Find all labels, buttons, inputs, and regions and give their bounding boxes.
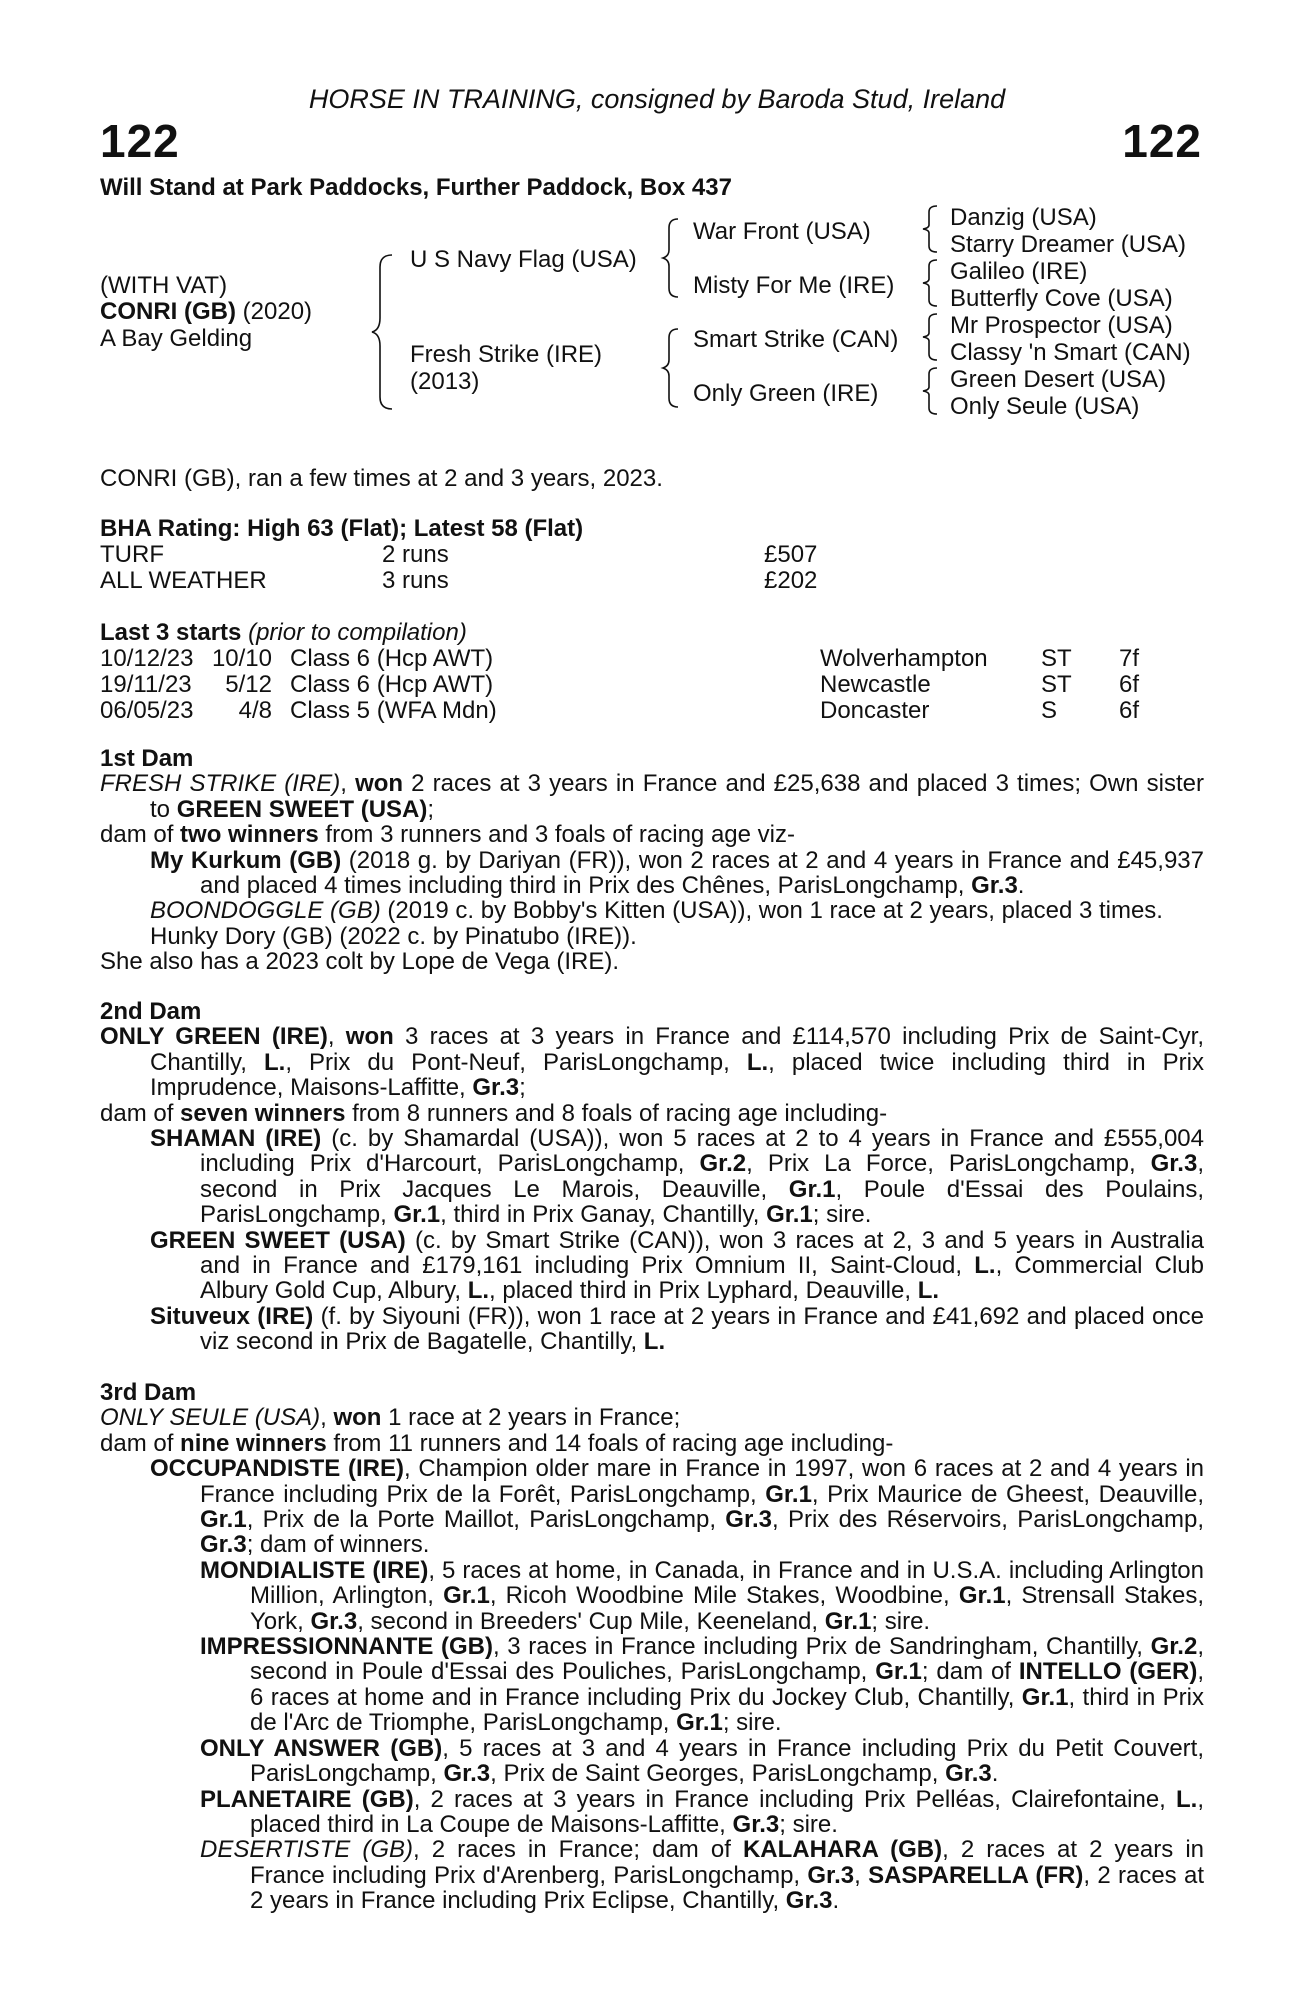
dam-parents-brace — [660, 326, 684, 410]
text-run: Gr.3 — [945, 1760, 992, 1788]
produce-entry — [100, 1304, 1204, 1355]
text-run: from 11 runners and 14 foals of racing age including- — [326, 1429, 894, 1457]
text-run: , — [854, 1861, 869, 1889]
text-run: , 5 races at home, in Canada, in France and in U.S.A. including Arlington Million, Arlington, — [250, 1556, 1204, 1610]
lot-number-left: 122 — [100, 115, 180, 167]
text-run: Gr.3 — [785, 1887, 833, 1915]
start-date: 06/05/23 — [100, 697, 194, 724]
first-dam-produce-summary — [100, 822, 1204, 847]
start-distance: 7f — [1119, 645, 1140, 672]
horse-year: (2020) — [235, 298, 313, 325]
starts-heading — [100, 619, 467, 647]
text-run: SASPARELLA (FR) — [868, 1861, 1084, 1889]
text-run: seven winners — [180, 1099, 346, 1127]
sire-sire: War Front (USA) — [693, 218, 871, 245]
ggd-1: Starry Dreamer (USA) — [950, 231, 1187, 258]
produce-entry — [100, 898, 1204, 923]
text-run: from 8 runners and 8 foals of racing age including- — [345, 1099, 888, 1127]
text-run: , — [327, 1023, 346, 1051]
text-run: Gr.3 — [472, 1074, 520, 1102]
text-run: L. — [746, 1048, 769, 1076]
text-run: , placed third in La Coupe de Maisons-Laffitte, — [250, 1785, 1204, 1838]
text-run: , second in Poule d'Essai des Pouliches, ParisLongchamp, — [250, 1633, 1204, 1686]
ggs-4: Green Desert (USA) — [950, 366, 1167, 393]
text-run: , 3 races in France including Prix de Sandringham, Chantilly, — [492, 1633, 1151, 1661]
produce-entry — [100, 848, 1204, 899]
text-run: Gr.1 — [958, 1582, 1006, 1610]
text-run: Gr.2 — [699, 1150, 747, 1178]
text-run: ; dam of winners. — [246, 1531, 430, 1559]
grandproduce-entry — [100, 1558, 1204, 1634]
start-race: Class 6 (Hcp AWT) — [290, 645, 494, 672]
sire-dam: Misty For Me (IRE) — [693, 272, 895, 299]
text-run: ; sire. — [871, 1607, 931, 1635]
consignment-header: HORSE IN TRAINING, consigned by Baroda Stud, Ireland — [308, 84, 1006, 114]
text-run: BOONDOGGLE (GB) — [150, 897, 381, 925]
vat-note: (WITH VAT) — [100, 272, 228, 299]
racing-summary: CONRI (GB), ran a few times at 2 and 3 years, 2023. — [100, 465, 663, 492]
brace-dd — [920, 366, 942, 416]
text-run: Gr.3 — [971, 872, 1018, 900]
start-course: Wolverhampton — [820, 645, 988, 672]
text-run: Gr.1 — [393, 1201, 441, 1229]
text-run: , 2 races at 3 years in France including Prix Pelléas, Clairefontaine, — [413, 1785, 1176, 1813]
text-run: Gr.3 — [1150, 1150, 1198, 1178]
text-run: (c. by Shamardal (USA)), won 5 races at 2 to 4 years in France and £555,004 including Prix d'Harcourt, ParisLongchamp, — [200, 1125, 1204, 1178]
text-run: , 2 races at 2 years in France including Prix Eclipse, Chantilly, — [250, 1861, 1205, 1915]
sire-parents-brace — [660, 216, 684, 300]
start-distance: 6f — [1119, 671, 1140, 698]
first-dam-section — [100, 746, 1204, 975]
text-run: , 5 races at 3 and 4 years in France including Prix du Petit Couvert, ParisLongchamp, — [250, 1734, 1205, 1788]
text-run: Gr.1 — [788, 1175, 836, 1203]
text-run: (c. by Smart Strike (CAN)), won 3 races at 2, 3 and 5 years in Australia and in France and £179,161 including Prix Omnium II, Saint-Cloud, — [200, 1226, 1204, 1280]
text-run: ; sire. — [812, 1201, 872, 1229]
text-run: nine winners — [180, 1429, 327, 1457]
text-run: ; sire. — [779, 1810, 838, 1838]
text-run: , placed third in Prix Lyphard, Deauville, — [489, 1277, 918, 1305]
text-run: Gr.1 — [765, 1480, 812, 1508]
text-run: ; — [427, 795, 435, 823]
text-run: won — [333, 1404, 382, 1432]
third-dam-record — [100, 1405, 1204, 1430]
starts-title: Last 3 starts — [100, 619, 242, 646]
text-run: 1 race at 2 years in France; — [381, 1404, 681, 1432]
rating-prize: £202 — [764, 567, 818, 594]
grandproduce-entry — [100, 1736, 1204, 1787]
dam-dam: Only Green (IRE) — [693, 380, 879, 407]
first-dam-record — [100, 771, 1204, 822]
text-run: , Prix du Pont-Neuf, ParisLongchamp, — [285, 1048, 747, 1076]
text-run: MONDIALISTE (IRE) — [200, 1556, 429, 1584]
rating-surface: TURF — [100, 541, 164, 568]
sire-dam-brace — [370, 252, 400, 412]
second-dam-heading: 2nd Dam — [100, 998, 202, 1025]
text-run: , Strensall Stakes, York, — [250, 1582, 1205, 1635]
text-run: , second in Prix Jacques Le Marois, Deauville, — [200, 1150, 1204, 1203]
text-run: , — [340, 770, 356, 798]
rating-prize: £507 — [764, 541, 818, 568]
text-run: INTELLO (GER) — [1018, 1658, 1198, 1686]
start-race: Class 6 (Hcp AWT) — [290, 671, 494, 698]
lot-number-right: 122 — [1122, 115, 1202, 167]
horse-description: A Bay Gelding — [100, 325, 253, 352]
text-run: Gr.3 — [732, 1810, 780, 1838]
produce-entry — [100, 1126, 1204, 1228]
text-run: , — [320, 1404, 334, 1432]
dam: Fresh Strike (IRE) — [410, 341, 603, 368]
ggd-4: Only Seule (USA) — [950, 393, 1140, 420]
start-going: ST — [1041, 671, 1072, 698]
text-run: Gr.3 — [443, 1760, 491, 1788]
produce-note: She also has a 2023 colt by Lope de Vega (IRE). — [100, 948, 620, 976]
first-dam-heading: 1st Dam — [100, 745, 194, 772]
text-run: L. — [643, 1328, 666, 1356]
text-run: L. — [1176, 1785, 1198, 1813]
text-run: , Ricoh Woodbine Mile Stakes, Woodbine, — [489, 1582, 959, 1610]
start-course: Newcastle — [820, 671, 931, 698]
text-run: , Poule d'Essai des Poulains, ParisLongchamp, — [200, 1175, 1205, 1229]
text-run: Gr.3 — [310, 1607, 358, 1635]
text-run: ; sire. — [722, 1709, 782, 1737]
start-race: Class 5 (WFA Mdn) — [290, 697, 497, 724]
text-run: won — [345, 1023, 394, 1051]
ggd-2: Butterfly Cove (USA) — [950, 285, 1173, 312]
text-run: , second in Breeders' Cup Mile, Keeneland, — [357, 1607, 825, 1635]
text-run: Gr.1 — [875, 1658, 922, 1686]
text-run: 3 races at 3 years in France and £114,570 including Prix de Saint-Cyr, Chantilly, — [150, 1023, 1204, 1076]
text-run: two winners — [180, 821, 319, 849]
text-run: , Commercial Club Albury Gold Cup, Albury, — [200, 1252, 1204, 1305]
horse-name-line — [100, 298, 312, 326]
text-run: , 6 races at home and in France including Prix du Jockey Club, Chantilly, — [250, 1658, 1204, 1711]
text-run: dam of — [100, 1429, 181, 1457]
text-run: , third in Prix de l'Arc de Triomphe, ParisLongchamp, — [250, 1683, 1204, 1737]
start-course: Doncaster — [820, 697, 930, 724]
horse-name: CONRI (GB) — [100, 298, 236, 325]
start-going: ST — [1041, 645, 1072, 672]
text-run: from 3 runners and 3 foals of racing age viz- — [318, 821, 795, 849]
text-run: Gr.1 — [443, 1582, 490, 1610]
text-run: ; dam of — [921, 1658, 1019, 1686]
text-run: SHAMAN (IRE) — [150, 1125, 322, 1153]
brace-ss — [920, 204, 942, 254]
text-run: GREEN SWEET (USA) — [176, 795, 428, 823]
text-run: . — [1017, 872, 1025, 900]
start-distance: 6f — [1119, 697, 1140, 724]
text-run: , third in Prix Ganay, Chantilly, — [440, 1201, 767, 1229]
ggs-1: Danzig (USA) — [950, 204, 1097, 231]
rating-heading: BHA Rating: High 63 (Flat); Latest 58 (Flat) — [100, 515, 584, 542]
text-run: DESERTISTE (GB) — [200, 1836, 413, 1864]
dam-year: (2013) — [410, 368, 480, 395]
text-run: , 2 races in France; dam of — [413, 1836, 743, 1864]
grandproduce-entry — [100, 1634, 1204, 1736]
text-run: Gr.1 — [676, 1709, 723, 1737]
grandproduce-entry — [100, 1837, 1204, 1913]
text-run: Gr.2 — [1150, 1633, 1198, 1661]
starts-note: (prior to compilation) — [241, 619, 467, 646]
text-run: . — [832, 1887, 840, 1915]
produce-entry: Hunky Dory (GB) (2022 c. by Pinatubo (IRE)). — [150, 922, 637, 950]
produce-entry — [100, 1228, 1204, 1304]
text-run: , Prix des Réservoirs, ParisLongchamp, — [772, 1506, 1204, 1534]
stabling-location: Will Stand at Park Paddocks, Further Paddock, Box 437 — [100, 174, 732, 201]
text-run: L. — [974, 1252, 996, 1280]
text-run: L. — [263, 1048, 286, 1076]
second-dam-section — [100, 999, 1204, 1355]
text-run: PLANETAIRE (GB) — [200, 1785, 414, 1813]
text-run: , Prix La Force, ParisLongchamp, — [746, 1150, 1151, 1178]
third-dam-produce-summary — [100, 1431, 1204, 1456]
rating-surface: ALL WEATHER — [100, 567, 267, 594]
text-run: , 2 races at 2 years in France including Prix d'Arenberg, ParisLongchamp, — [250, 1836, 1204, 1889]
text-run: , Prix de la Porte Maillot, ParisLongchamp, — [246, 1506, 726, 1534]
text-run: . — [991, 1760, 999, 1788]
text-run: Gr.3 — [725, 1506, 772, 1534]
start-date: 19/11/23 — [100, 671, 192, 698]
second-dam-record — [100, 1024, 1204, 1100]
grandproduce-entry — [100, 1787, 1204, 1838]
start-going: S — [1041, 697, 1058, 724]
text-run: , Champion older mare in France in 1997, won 6 races at 2 and 4 years in France including Prix de la Forêt, ParisLongchamp, — [200, 1455, 1205, 1508]
ggs-2: Galileo (IRE) — [950, 258, 1088, 285]
text-run: GREEN SWEET (USA) — [150, 1226, 406, 1254]
third-dam-heading: 3rd Dam — [100, 1379, 197, 1406]
text-run: dam of — [100, 821, 181, 849]
start-date: 10/12/23 — [100, 645, 194, 672]
text-run: , Prix de Saint Georges, ParisLongchamp, — [490, 1760, 946, 1788]
brace-ds — [920, 312, 942, 362]
text-run: dam of — [100, 1099, 181, 1127]
text-run: IMPRESSIONNANTE (GB) — [200, 1633, 493, 1661]
text-run: Gr.1 — [824, 1607, 872, 1635]
brace-sd — [920, 258, 942, 308]
text-run: KALAHARA (GB) — [742, 1836, 943, 1864]
text-run: Gr.3 — [200, 1531, 247, 1559]
sire: U S Navy Flag (USA) — [410, 246, 637, 273]
text-run: My Kurkum (GB) — [150, 846, 342, 874]
text-run: Gr.1 — [1021, 1683, 1069, 1711]
rating-runs: 2 runs — [382, 541, 449, 568]
text-run: won — [355, 770, 404, 798]
produce-entry — [100, 1456, 1204, 1558]
third-dam-section — [100, 1380, 1204, 1914]
text-run: (f. by Siyouni (FR)), won 1 race at 2 years in France and £41,692 and placed once viz second in Prix de Bagatelle, Chantilly, — [200, 1302, 1204, 1356]
text-run: (2019 c. by Bobby's Kitten (USA)), won 1 race at 2 years, placed 3 times. — [380, 897, 1163, 925]
text-run: , Prix Maurice de Gheest, Deauville, — [811, 1480, 1204, 1508]
text-run: Gr.1 — [200, 1506, 247, 1534]
text-run: L. — [467, 1277, 490, 1305]
text-run: (2018 g. by Dariyan (FR)), won 2 races at 2 and 4 years in France and £45,937 and placed 4 times including third in Prix des Chênes, ParisLongchamp, — [200, 846, 1204, 900]
ggs-3: Mr Prospector (USA) — [950, 312, 1173, 339]
text-run: Situveux (IRE) — [150, 1302, 314, 1330]
text-run: ; — [519, 1074, 526, 1102]
dam-sire: Smart Strike (CAN) — [693, 326, 899, 353]
rating-runs: 3 runs — [382, 567, 449, 594]
text-run: ONLY ANSWER (GB) — [200, 1734, 443, 1762]
text-run: Gr.1 — [766, 1201, 813, 1229]
ggd-3: Classy 'n Smart (CAN) — [950, 339, 1191, 366]
text-run: ONLY SEULE (USA) — [100, 1404, 321, 1432]
text-run: L. — [917, 1277, 940, 1305]
text-run: , placed twice including third in Prix Imprudence, Maisons-Laffitte, — [150, 1048, 1204, 1102]
text-run: ONLY GREEN (IRE) — [100, 1023, 328, 1051]
catalogue-page: HORSE IN TRAINING, consigned by Baroda Stud, Ireland 122 122 Will Stand at Park Paddocks, Further Paddock, Box 437 (WITH VAT) CONRI (GB) (2020) A Bay Gelding U S Navy Flag (USA) Fresh Strike (IRE) (2013) War Front (USA) Misty For Me (IRE) Smart Strike (CAN) Only Green (IRE) Danzig (USA) Starry Dreamer (USA) Galileo (IRE) Butterfly Cove (USA) Mr Prospector (USA) Classy 'n Smart (CAN) Green Desert (USA) Only Seule (USA) CONRI (GB), ran a few times at 2 and 3 years, 2023. BHA Rating: High 63 (Flat); Latest 58 (Flat) TURF 2 runs £507 ALL WEATHER 3 runs £202 Last 3 starts (prior to compilation) 10/12/23 10/10 Class 6 (Hcp AWT) Wolverhampton ST 7f 19/11/23 5/12 Class 6 (Hcp AWT) Newcastle ST 6f 06/05/23 4/8 Class 5 (WFA Mdn) Doncaster S 6f 1st Dam FRESH STRIKE (IRE), won 2 races at 3 years in France and £25,638 and placed 3 times; Own sister to GREEN SWEET (USA); dam of two winners from 3 runners and 3 foals of racing age viz- My Kurkum (GB) (2018 g. by Dariyan (FR)), won 2 races at 2 and 4 years in France and £45,937 and placed 4 times including third in Prix des Chênes, ParisLongchamp, Gr.3. BOONDOGGLE (GB) (2019 c. by Bobby's Kitten (USA)), won 1 race at 2 years, placed 3 times. Hunky Dory (GB) (2022 c. by Pinatubo (IRE)). She also has a 2023 colt by Lope de Vega (IRE). 2nd Dam ONLY GREEN (IRE), won 3 races at 3 years in France and £114,570 including Prix de Saint-Cyr, Chantilly, L., Prix du Pont-Neuf, ParisLongchamp, L., placed twice including third in Prix Imprudence, Maisons-Laffitte, Gr.3; dam of seven winners from 8 runners and 8 foals of racing age including- SHAMAN (IRE) (c. by Shamardal (USA)), won 5 races at 2 to 4 years in France and £555,004 including Prix d'Harcourt, ParisLongchamp, Gr.2, Prix La Force, ParisLongchamp, Gr.3, second in Prix Jacques Le Marois, Deauville, Gr.1, Poule d'Essai des Poulains, ParisLongchamp, Gr.1, third in Prix Ganay, Chantilly, Gr.1; sire. GREEN SWEET (USA) (c. by Smart Strike (CAN)), won 3 races at 2, 3 and 5 years in Australia and in France and £179,161 including Prix Omnium II, Saint-Cloud, L., Commercial Club Albury Gold Cup, Albury, L., placed third in Prix Lyphard, Deauville, L. Situveux (IRE) (f. by Siyouni (FR)), won 1 race at 2 years in France and £41,692 and placed once viz second in Prix de Bagatelle, Chantilly, L. 3rd Dam ONLY SEULE (USA), won 1 race at 2 years in France; dam of nine winners from 11 runners and 14 foals of racing age including- OCCUPANDISTE (IRE), Champion older mare in France in 1997, won 6 races at 2 and 4 years in France including Prix de la Forêt, ParisLongchamp, Gr.1, Prix Maurice de Gheest, Deauville, Gr.1, Prix de la Porte Maillot, ParisLongchamp, Gr.3, Prix des Réservoirs, ParisLongchamp, Gr.3; dam of winners. MONDIALISTE (IRE), 5 races at home, in Canada, in France and in U.S.A. including Arlington Million, Arlington, Gr.1, Ricoh Woodbine Mile Stakes, Woodbine, Gr.1, Strensall Stakes, York, Gr.3, second in Breeders' Cup Mile, Keeneland, Gr.1; sire. IMPRESSIONNANTE (GB), 3 races in France including Prix de Sandringham, Chantilly, Gr.2, second in Poule d'Essai des Pouliches, ParisLongchamp, Gr.1; dam of INTELLO (GER), 6 races at home and in France including Prix du Jockey Club, Chantilly, Gr.1, third in Prix de l'Arc de Triomphe, ParisLongchamp, Gr.1; sire. ONLY ANSWER (GB), 5 races at 3 and 4 years in France including Prix du Petit Couvert, ParisLongchamp, Gr.3, Prix de Saint Georges, ParisLongchamp, Gr.3. PLANETAIRE (GB), 2 races at 3 years in France including Prix Pelléas, Clairefontaine, L., placed third in La Coupe de Maisons-Laffitte, Gr.3; sire. DESERTISTE (GB), 2 races in France; dam of KALAHARA (GB), 2 races at 2 years in France including Prix d'Arenberg, ParisLongchamp, Gr.3, SASPARELLA (FR), 2 races at 2 years in France including Prix Eclipse, Chantilly, Gr.3. — [0, 0, 1314, 2000]
text-run: Gr.3 — [807, 1861, 855, 1889]
second-dam-produce-summary — [100, 1101, 1204, 1126]
text-run: FRESH STRIKE (IRE) — [100, 770, 341, 798]
text-run: OCCUPANDISTE (IRE) — [150, 1455, 404, 1483]
text-run: 2 races at 3 years in France and £25,638 and placed 3 times; Own sister to — [150, 770, 1204, 823]
